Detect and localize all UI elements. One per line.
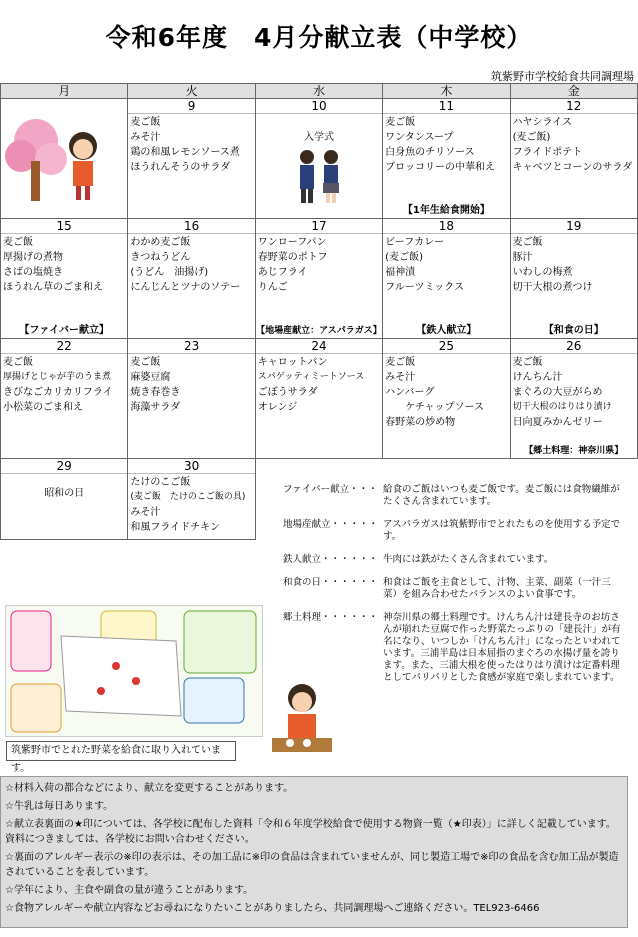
note-fiber: ファイバー献立・・・ 給食のご飯はいつも麦ご飯です。麦ご飯には食物繊維がたくさん含まれています。 [283,484,620,507]
note-local-cuisine: 郷土料理・・・・・・ 神奈川県の郷土料理です。けんちん汁は建長寺のお坊さんが崩れた豆腐で作った野菜たっぷりの「建長汁」が有名になり、いつしか「けんちん汁」になったといわれています。三浦半島は日本屈指のまぐろの水揚げ量を誇ります。また、三浦大根を使ったはりはり漬けは定番料理としてパリパリとした食感が家庭で楽しまれています。 [283,612,621,683]
day-number: 18 [383,219,509,234]
menu-item: 日向夏みかんゼリー [512,417,603,428]
menu-item: 麻婆豆腐 [130,372,171,383]
footer-notice: ☆学年により、主食や副食の量が違うことがあります。 [5,885,254,896]
day-number: 22 [1,339,127,354]
day-number: 24 [256,339,382,354]
day-cell-17 [255,219,382,339]
menu-item: キャロットパン [257,357,328,368]
map-caption: 筑紫野市でとれた野菜を給食に取り入れています。 [6,741,236,761]
note-washoku: 和食の日・・・・・・ 和食はご飯を主食として、汁物、主菜、副菜（一汁三菜）を組み合わせたバランスのよい食事です。 [283,577,611,600]
menu-item: (麦ご飯) [385,252,423,263]
day-number: 15 [1,219,127,234]
weekday-fri: 金 [510,84,637,99]
menu-item: みそ汁 [385,372,416,383]
day-number: 26 [511,339,637,354]
menu-item: (うどん 油揚げ) [130,267,209,278]
menu-item: 麦ご飯 [512,357,543,368]
day-number: 19 [511,219,637,234]
menu-item: (麦ご飯) [512,132,551,143]
menu-item: ケチャップソース [385,402,484,413]
footer-notice: ☆材料入荷の都合などにより、献立を変更することがあります。 [5,783,294,794]
menu-calendar [0,83,638,540]
menu-item: にんじんとツナのソテー [130,282,241,293]
menu-item: 豚汁 [512,252,533,263]
holiday-label: 昭和の日 [44,488,85,499]
menu-item: ビーフカレー [385,237,445,248]
day-number: 9 [128,99,254,114]
vegetable-map-illustration [5,605,263,737]
day-number: 10 [256,99,382,114]
day-number: 30 [128,459,254,474]
menu-item: ほうれん草のごま和え [3,282,103,293]
day-cell-11 [383,99,510,219]
menu-item: 和風フライドチキン [130,522,220,533]
menu-item: 海藻サラダ [130,402,181,413]
menu-theme-tag: 【1年生給食開始】 [402,205,490,216]
day-number: 12 [511,99,637,114]
menu-item: 春野菜の炒め物 [385,417,456,428]
menu-item: 麦ご飯 [385,357,416,368]
day-cell-10 [255,99,382,219]
menu-item: ハヤシライス [512,117,573,128]
footer-notice: ☆食物アレルギーや献立内容などお尋ねになりたいことがありましたら、共同調理場へご連絡ください。TEL923-6466 [5,903,540,914]
menu-item: 麦ご飯 [3,237,33,248]
menu-item: 麦ご飯 [130,117,161,128]
menu-item: たけのこご飯 [130,477,191,488]
day-number: 11 [383,99,509,114]
day-cell-24 [255,339,382,459]
menu-item: 白身魚のチリソース [385,147,475,158]
menu-item: 春野菜のポトフ [257,252,328,263]
footer-notices [0,776,628,928]
day-number: 23 [128,339,254,354]
menu-item: けんちん汁 [512,372,563,383]
day-cell-22 [1,339,128,459]
menu-theme-tag: 【ファイバー献立】 [19,325,109,336]
weekday-thu: 木 [383,84,510,99]
footer-notice: ☆裏面のアレルギー表示の※印の表示は、その加工品に※印の食品は含まれていませんが、同じ製造工場で※印の食品を含む加工品が製造されていることを表しています。 [5,852,619,878]
menu-item: わかめ麦ご飯 [130,237,191,248]
day-number: 29 [1,459,127,474]
menu-item: ブロッコリーの中華和え [385,162,495,173]
menu-item: きつねうどん [130,252,191,263]
menu-theme-tag: 【和食の日】 [543,325,604,336]
day-cell-19 [510,219,637,339]
menu-item: キャベツとコーンのサラダ [512,162,633,173]
students-illustration [289,147,349,207]
day-cell-23 [128,339,255,459]
menu-item: まぐろの大豆がらめ [512,387,603,398]
menu-item: みそ汁 [130,132,161,143]
note-iron: 鉄人献立・・・・・・ 牛肉には鉄がたくさん含まれています。 [283,554,554,565]
menu-item: スパゲッティミートソース [257,372,365,382]
day-cell-18 [383,219,510,339]
menu-item: 麦ご飯 [130,357,161,368]
menu-item: 切干大根のはりはり漬け [512,402,612,412]
menu-item: (麦ご飯 たけのこご飯の具) [130,492,246,502]
menu-item: 厚揚げとじゃが芋のうま煮 [3,372,112,382]
menu-item: ハンバーグ [385,387,435,398]
weekday-wed: 水 [255,84,382,99]
footer-notice: ☆牛乳は毎日あります。 [5,801,114,812]
day-number: 17 [256,219,382,234]
footer-notice: ☆献立表裏面の★印については、各学校に配布した資料「令和６年度学校給食で使用する物資一覧（★印表）」に詳しく記載しています。資料につきましては、各学校にお問い合わせください。 [5,819,616,845]
menu-item: 厚揚げの煮物 [3,252,63,263]
menu-item: いわしの梅煮 [512,267,573,278]
menu-item: フライドポテト [512,147,583,158]
menu-item: 麦ご飯 [512,237,543,248]
menu-item: りんご [257,282,288,293]
menu-item: ほうれんそうのサラダ [130,162,231,173]
menu-item: 麦ご飯 [385,117,416,128]
day-cell-16 [128,219,255,339]
menu-item: 焼き春巻き [130,387,181,398]
day-number: 16 [128,219,254,234]
menu-item: さばの塩焼き [3,267,63,278]
menu-item: 鶏の和風レモンソース煮 [130,147,240,158]
menu-item: みそ汁 [130,507,161,518]
menu-item: ワンタンスープ [385,132,454,143]
menu-notes [283,484,623,695]
weekday-tue: 火 [128,84,255,99]
menu-item: 切干大根の煮つけ [512,282,593,293]
mascot-eating-illustration [262,680,342,760]
entrance-ceremony-label: 入学式 [303,132,334,143]
menu-item: ワンローフパン [257,237,327,248]
map-icon [6,606,262,736]
organization-name: 筑紫野市学校給食共同調理場 [491,70,634,83]
menu-item: 麦ご飯 [3,357,33,368]
day-cell-9 [128,99,255,219]
menu-item: ごぼうサラダ [257,387,318,398]
menu-item: 福神漬 [385,267,416,278]
day-cell-mascot [1,99,128,219]
page-title: 令和6年度 4月分献立表（中学校） [105,23,533,52]
day-cell-29 [1,459,128,540]
weekday-mon: 月 [1,84,128,99]
menu-theme-tag: 【地場産献立：アスパラガス】 [256,326,382,336]
day-cell-15 [1,219,128,339]
menu-item: あじフライ [257,267,308,278]
menu-item: きびなごカリカリフライ [3,387,113,398]
note-local: 地場産献立・・・・・ アスパラガスは筑紫野市でとれたものを使用する予定です。 [283,519,621,542]
day-cell-30 [128,459,255,540]
menu-item: フルーツミックス [385,282,465,293]
mascot-illustration [1,101,111,211]
day-number: 25 [383,339,509,354]
menu-theme-tag: 【郷土料理：神奈川県】 [524,446,624,456]
day-cell-26 [510,339,637,459]
menu-item: 小松菜のごま和え [3,402,83,413]
menu-theme-tag: 【鉄人献立】 [416,325,477,336]
day-cell-12 [510,99,637,219]
day-cell-25 [383,339,510,459]
menu-item: オレンジ [257,402,298,413]
